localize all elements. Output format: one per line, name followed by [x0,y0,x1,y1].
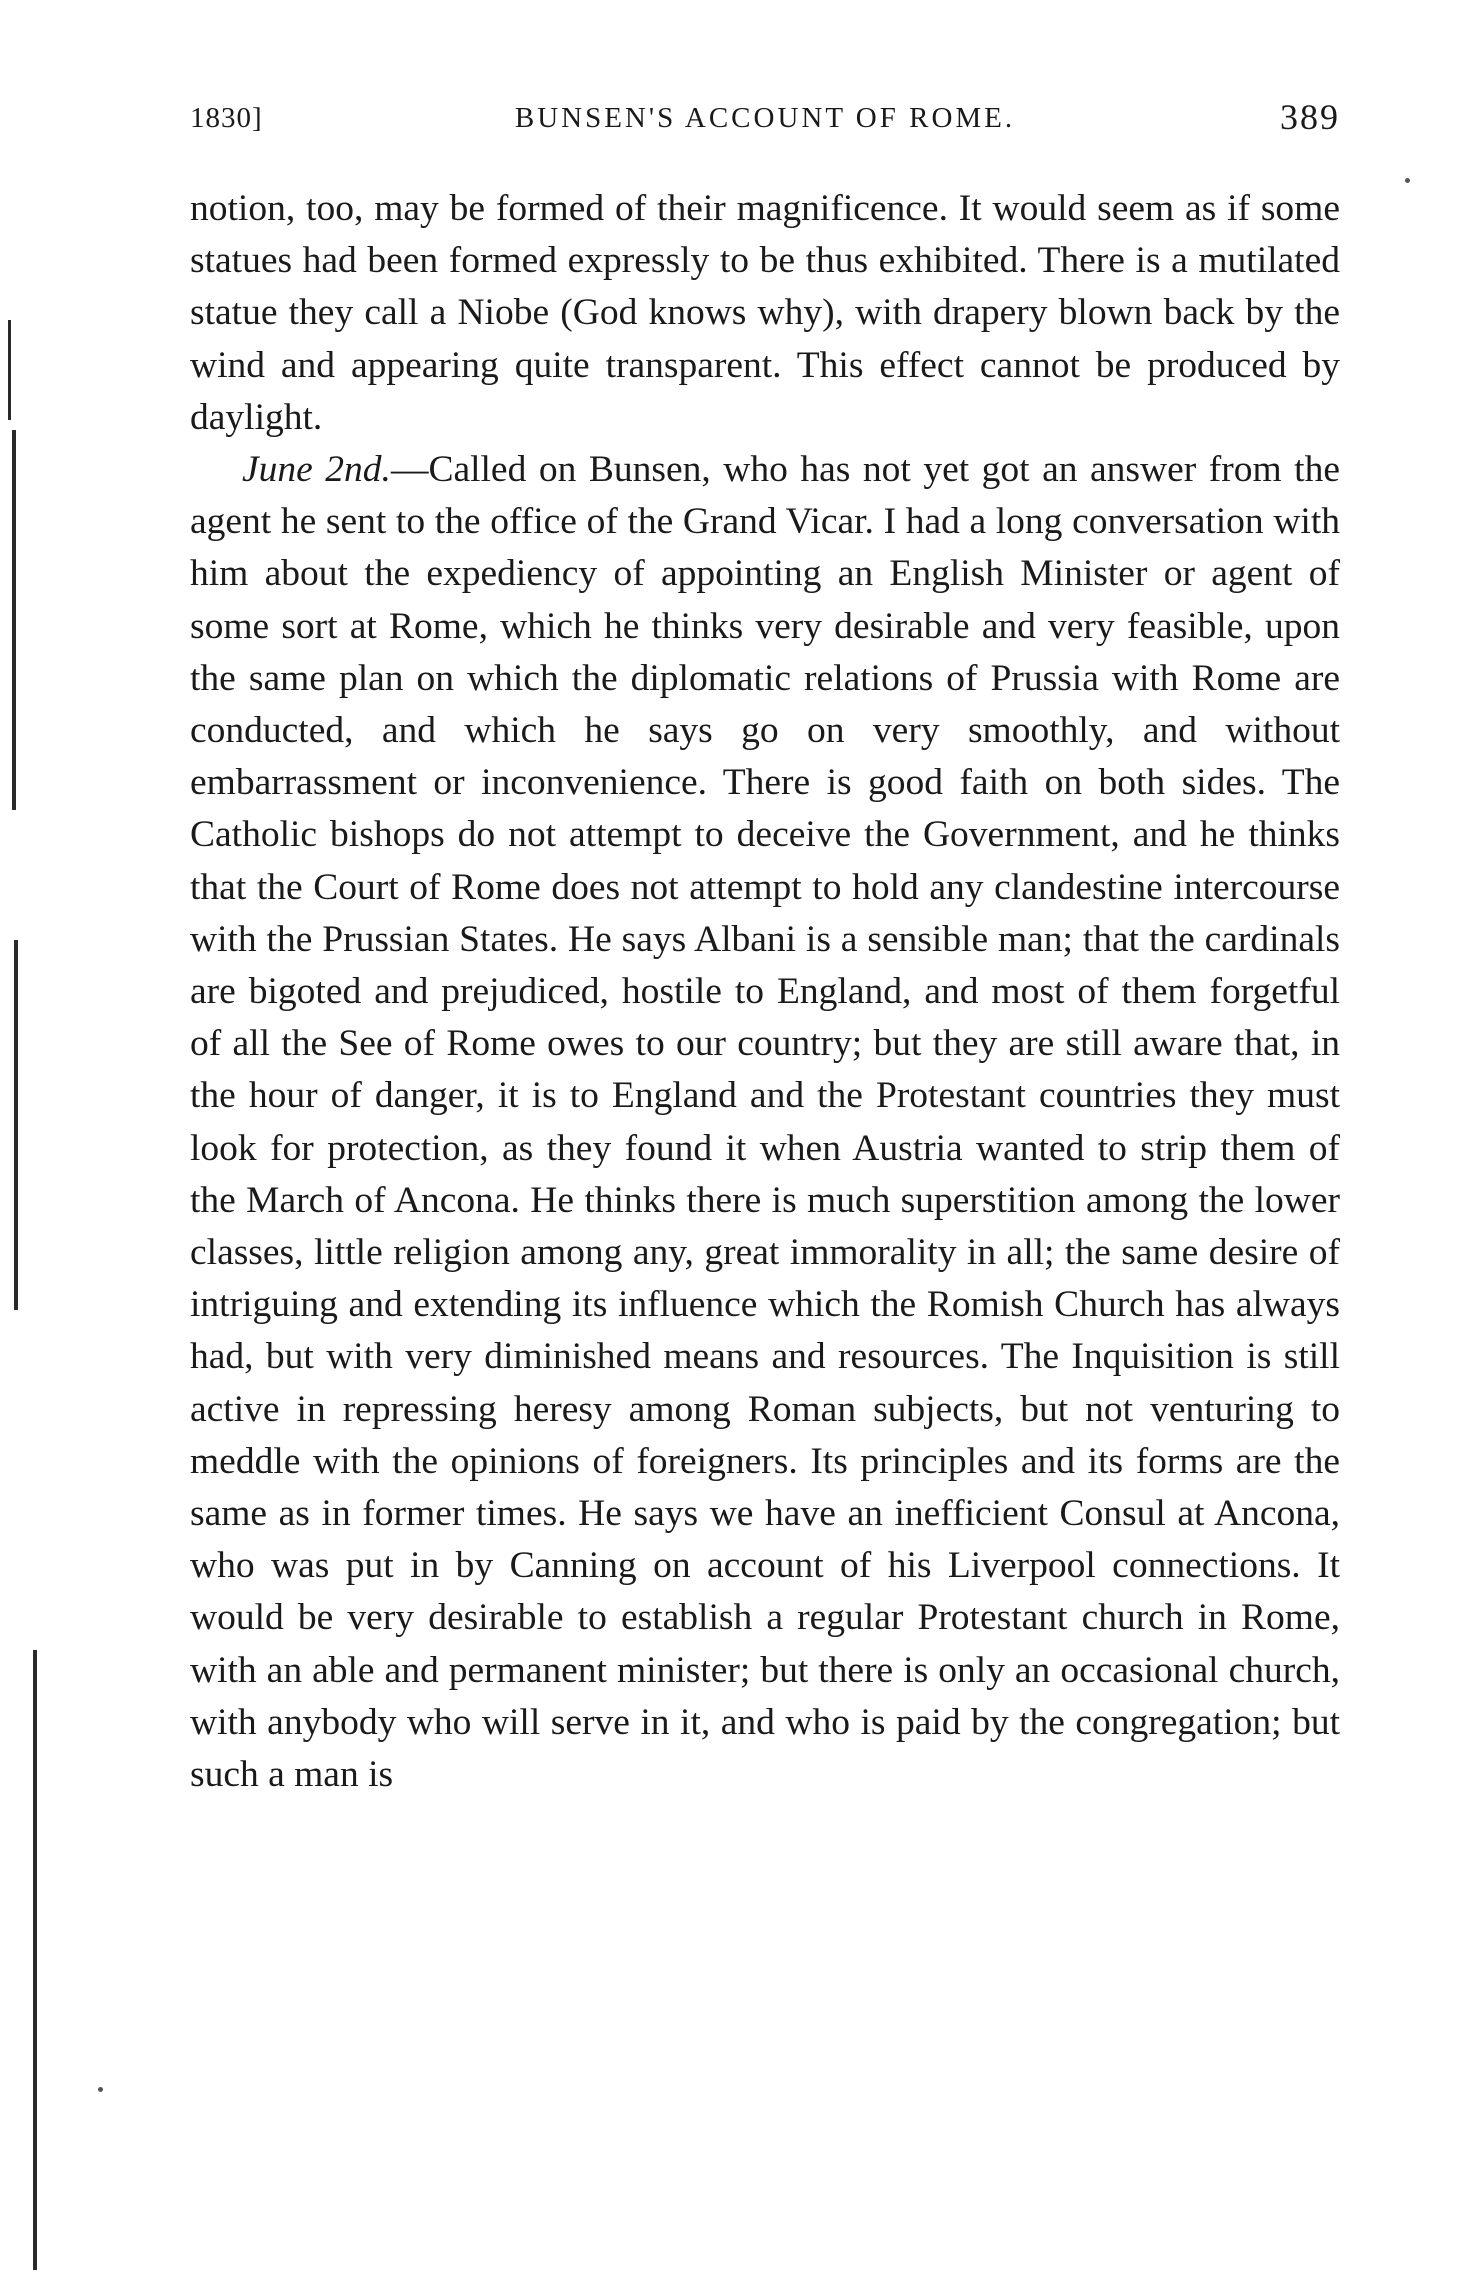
stray-dot-top [1405,178,1410,183]
binding-shadow-upper [8,320,11,420]
body-text [190,183,1340,1801]
binding-shadow-lower [33,1650,37,2270]
paragraph-2 [190,444,1340,1801]
header-title: BUNSEN'S ACCOUNT OF ROME. [514,102,1016,134]
stray-dot-bottom [98,2087,103,2092]
page-number: 389 [1280,97,1340,137]
binding-shadow-upper-2 [12,430,16,810]
diary-date: June 2nd. [242,449,391,491]
paragraph-2-text: —Called on Bunsen, who has not yet got an answer from the agent he sent to the office of the Grand Vicar. I had a long conversation with him about the expediency of appointing an English Minister or agent of some sort at Rome, which he thinks very desirable and very feasible, upon the same plan on which the diplomatic relations of Prussia with Rome are conducted, and which he says go on very smoothly, and without embarrassment or inconvenience. There is good faith on both sides. The Catholic bishops do not attempt to deceive the Government, and he thinks that the Court of Rome does not attempt to hold any clandestine intercourse with the Prussian States. He says Albani is a sensible man; that the cardinals are bigoted and prejudiced, hostile to England, and most of them forgetful of all the See of Rome owes to our country; but they are still aware that, in the hour of danger, it is to England and the Protestant countries they must look for protection, as they found it when Austria wanted to strip them of the March of Ancona. He thinks there is much superstition among the lower classes, little religion among any, great immorality in all; the same desire of intriguing and extending its influence which the Romish Church has always had, but with very diminished means and resources. The Inquisition is still active in repressing heresy among Roman subjects, but not venturing to meddle with the opinions of foreigners. Its principles and its forms are the same as in former times. He says we have an inefficient Consul at Ancona, who was put in by Canning on account of his Liverpool connections. It would be very desirable to establish a regular Protestant church in Rome, with an able and permanent minister; but there is only an occasional church, with anybody who will serve in it, and who is paid by the congregation; but such a man is [190,449,1340,1796]
header-year: 1830] [190,102,263,134]
running-head [190,96,1340,140]
paragraph-1: notion, too, may be formed of their magnificence. It would seem as if some statues had been formed expressly to be thus exhibited. There is a mutilated statue they call a Niobe (God knows why), with drapery blown back by the wind and appearing quite transparent. This effect cannot be produced by daylight. [190,188,1340,438]
binding-shadow-middle [14,940,18,1310]
